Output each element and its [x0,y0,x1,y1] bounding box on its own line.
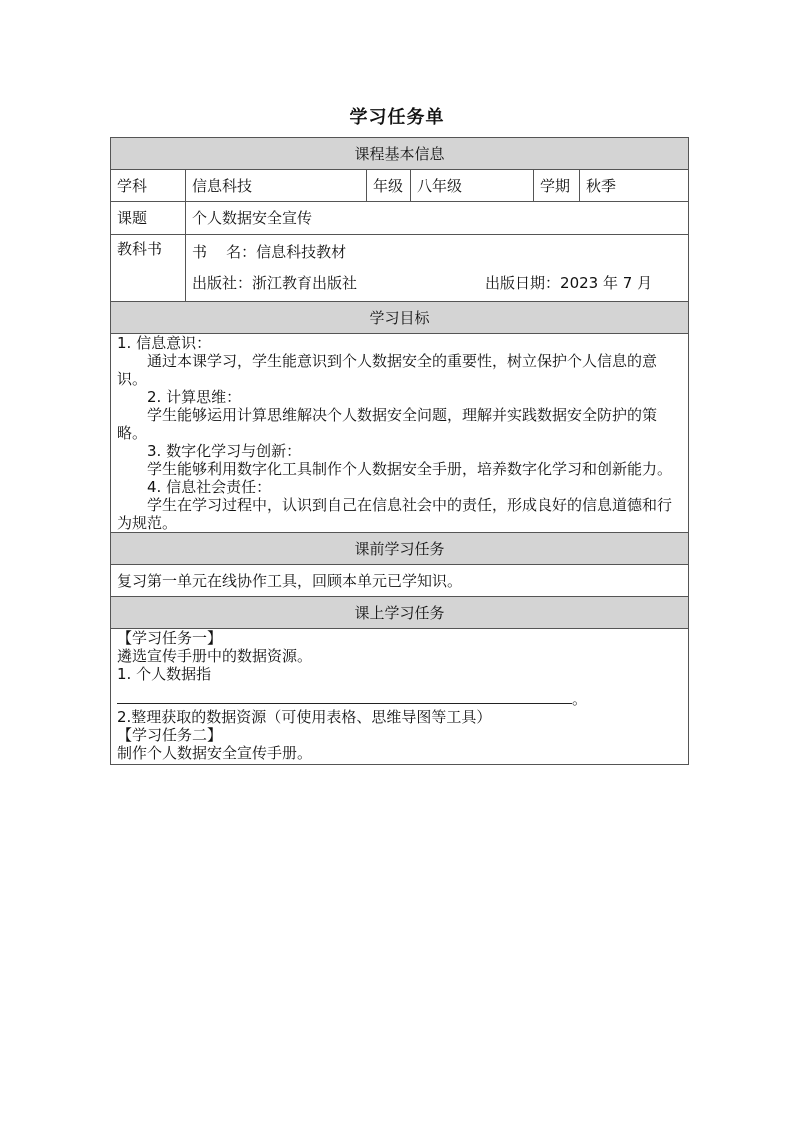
topic-value: 个人数据安全宣传 [186,202,689,235]
in-class-body [111,629,689,765]
term-label: 学期 [534,170,580,202]
topic-label: 课题 [111,202,186,235]
page-title: 学习任务单 [349,107,445,128]
in-class-header: 课上学习任务 [111,597,689,629]
objective-heading: 1. 信息意识： [117,334,212,352]
subject-label: 学科 [111,170,186,202]
answer-blank[interactable] [117,683,572,704]
subject-value: 信息科技 [186,170,367,202]
basic-info-header: 课程基本信息 [111,138,689,170]
objectives-header: 学习目标 [111,302,689,334]
objective-text: 学生能够利用数字化工具制作个人数据安全手册，培养数字化学习和创新能力。 [147,460,673,478]
answer-line-row [117,683,682,708]
grade-label: 年级 [367,170,411,202]
objective-heading: 4. 信息社会责任： [147,478,272,496]
objective-heading: 2. 计算思维： [147,388,242,406]
task2-text: 制作个人数据安全宣传手册。 [117,744,313,762]
objective-text: 学生能够运用计算思维解决个人数据安全问题，理解并实践数据安全防护的策略。 [117,406,658,442]
publish-date: 出版日期：2023 年 7 月 [485,274,653,292]
answer-end: 。 [572,690,588,708]
textbook-info [186,235,689,302]
task1-title: 【学习任务一】 [117,629,223,647]
task1-text: 遴选宣传手册中的数据资源。 [117,647,313,665]
question-2: 2.整理获取的数据资源（可使用表格、思维导图等工具） [117,708,492,726]
objectives-body [111,334,689,533]
term-value: 秋季 [580,170,689,202]
book-name: 书 名：信息科技教材 [192,243,347,261]
objective-text: 通过本课学习，学生能意识到个人数据安全的重要性，树立保护个人信息的意识。 [117,352,658,388]
question-1: 1. 个人数据指 [117,665,212,683]
objective-heading: 3. 数字化学习与创新： [147,442,302,460]
pre-class-text: 复习第一单元在线协作工具，回顾本单元已学知识。 [111,565,689,597]
publisher: 出版社：浙江教育出版社 [192,274,358,292]
pre-class-header: 课前学习任务 [111,533,689,565]
task-sheet-table [110,137,689,765]
grade-value: 八年级 [411,170,534,202]
textbook-label: 教科书 [111,235,186,302]
objective-text: 学生在学习过程中，认识到自己在信息社会中的责任，形成良好的信息道德和行为规范。 [117,496,673,532]
task2-title: 【学习任务二】 [117,726,223,744]
